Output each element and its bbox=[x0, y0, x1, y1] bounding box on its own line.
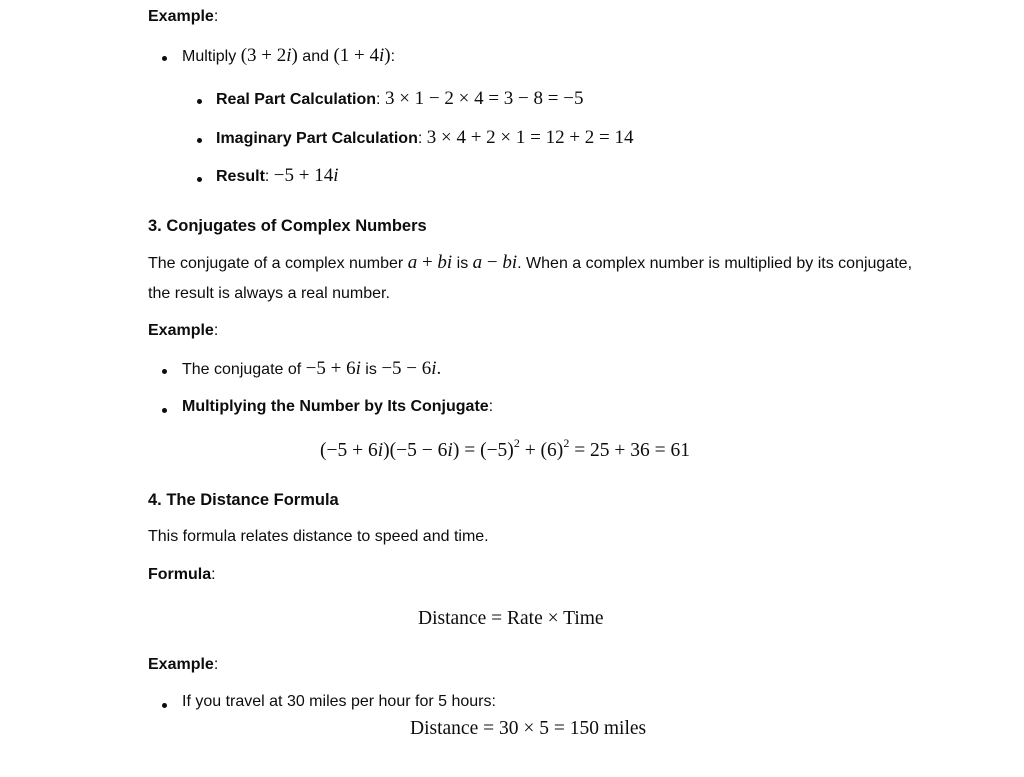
bullet-dot bbox=[162, 408, 167, 413]
bullet-dot bbox=[197, 138, 202, 143]
bullet-dot bbox=[162, 703, 167, 708]
conjugate-paragraph: The conjugate of a complex number a + bi is a − bi. When a complex number is multiplied by its conjugate, the result is always a real number. bbox=[148, 252, 913, 302]
example-label-3: Example: bbox=[148, 656, 219, 673]
bullet-dot bbox=[162, 369, 167, 374]
multiplying-conjugate-item: Multiplying the Number by Its Conjugate: bbox=[182, 398, 494, 415]
conjugate-example-item: The conjugate of −5 + 6i is −5 − 6i. bbox=[182, 358, 442, 379]
distance-paragraph: This formula relates distance to speed and time. bbox=[148, 528, 489, 545]
formula-label: Formula: bbox=[148, 566, 216, 583]
distance-formula-equation: Distance = Rate × Time bbox=[418, 608, 604, 629]
result-item: Result: −5 + 14i bbox=[216, 165, 339, 186]
conjugate-product-equation: $(-5 + 6i)(-5 - 6i) = (-5)^2 + (6)^2 = 25 + 36 = 61$ bbox=[320, 436, 691, 461]
bullet-dot bbox=[197, 99, 202, 104]
example-label-2: Example: bbox=[148, 322, 219, 339]
travel-example-item: If you travel at 30 miles per hour for 5 hours: bbox=[182, 693, 496, 710]
bullet-dot bbox=[197, 177, 202, 182]
section-heading-distance: 4. The Distance Formula bbox=[148, 491, 339, 509]
example-label-1: Example: bbox=[148, 8, 219, 25]
multiply-intro: Multiply (3 + 2i) and (1 + 4i): bbox=[182, 45, 396, 66]
section-heading-conjugates: 3. Conjugates of Complex Numbers bbox=[148, 217, 427, 235]
imaginary-part-item: Imaginary Part Calculation: 3 × 4 + 2 × 1 = 12 + 2 = 14 bbox=[216, 127, 634, 148]
distance-result-equation: Distance = 30 × 5 = 150 miles bbox=[410, 718, 647, 739]
bullet-dot bbox=[162, 56, 167, 61]
real-part-item: Real Part Calculation: 3 × 1 − 2 × 4 = 3 − 8 = −5 bbox=[216, 88, 584, 109]
